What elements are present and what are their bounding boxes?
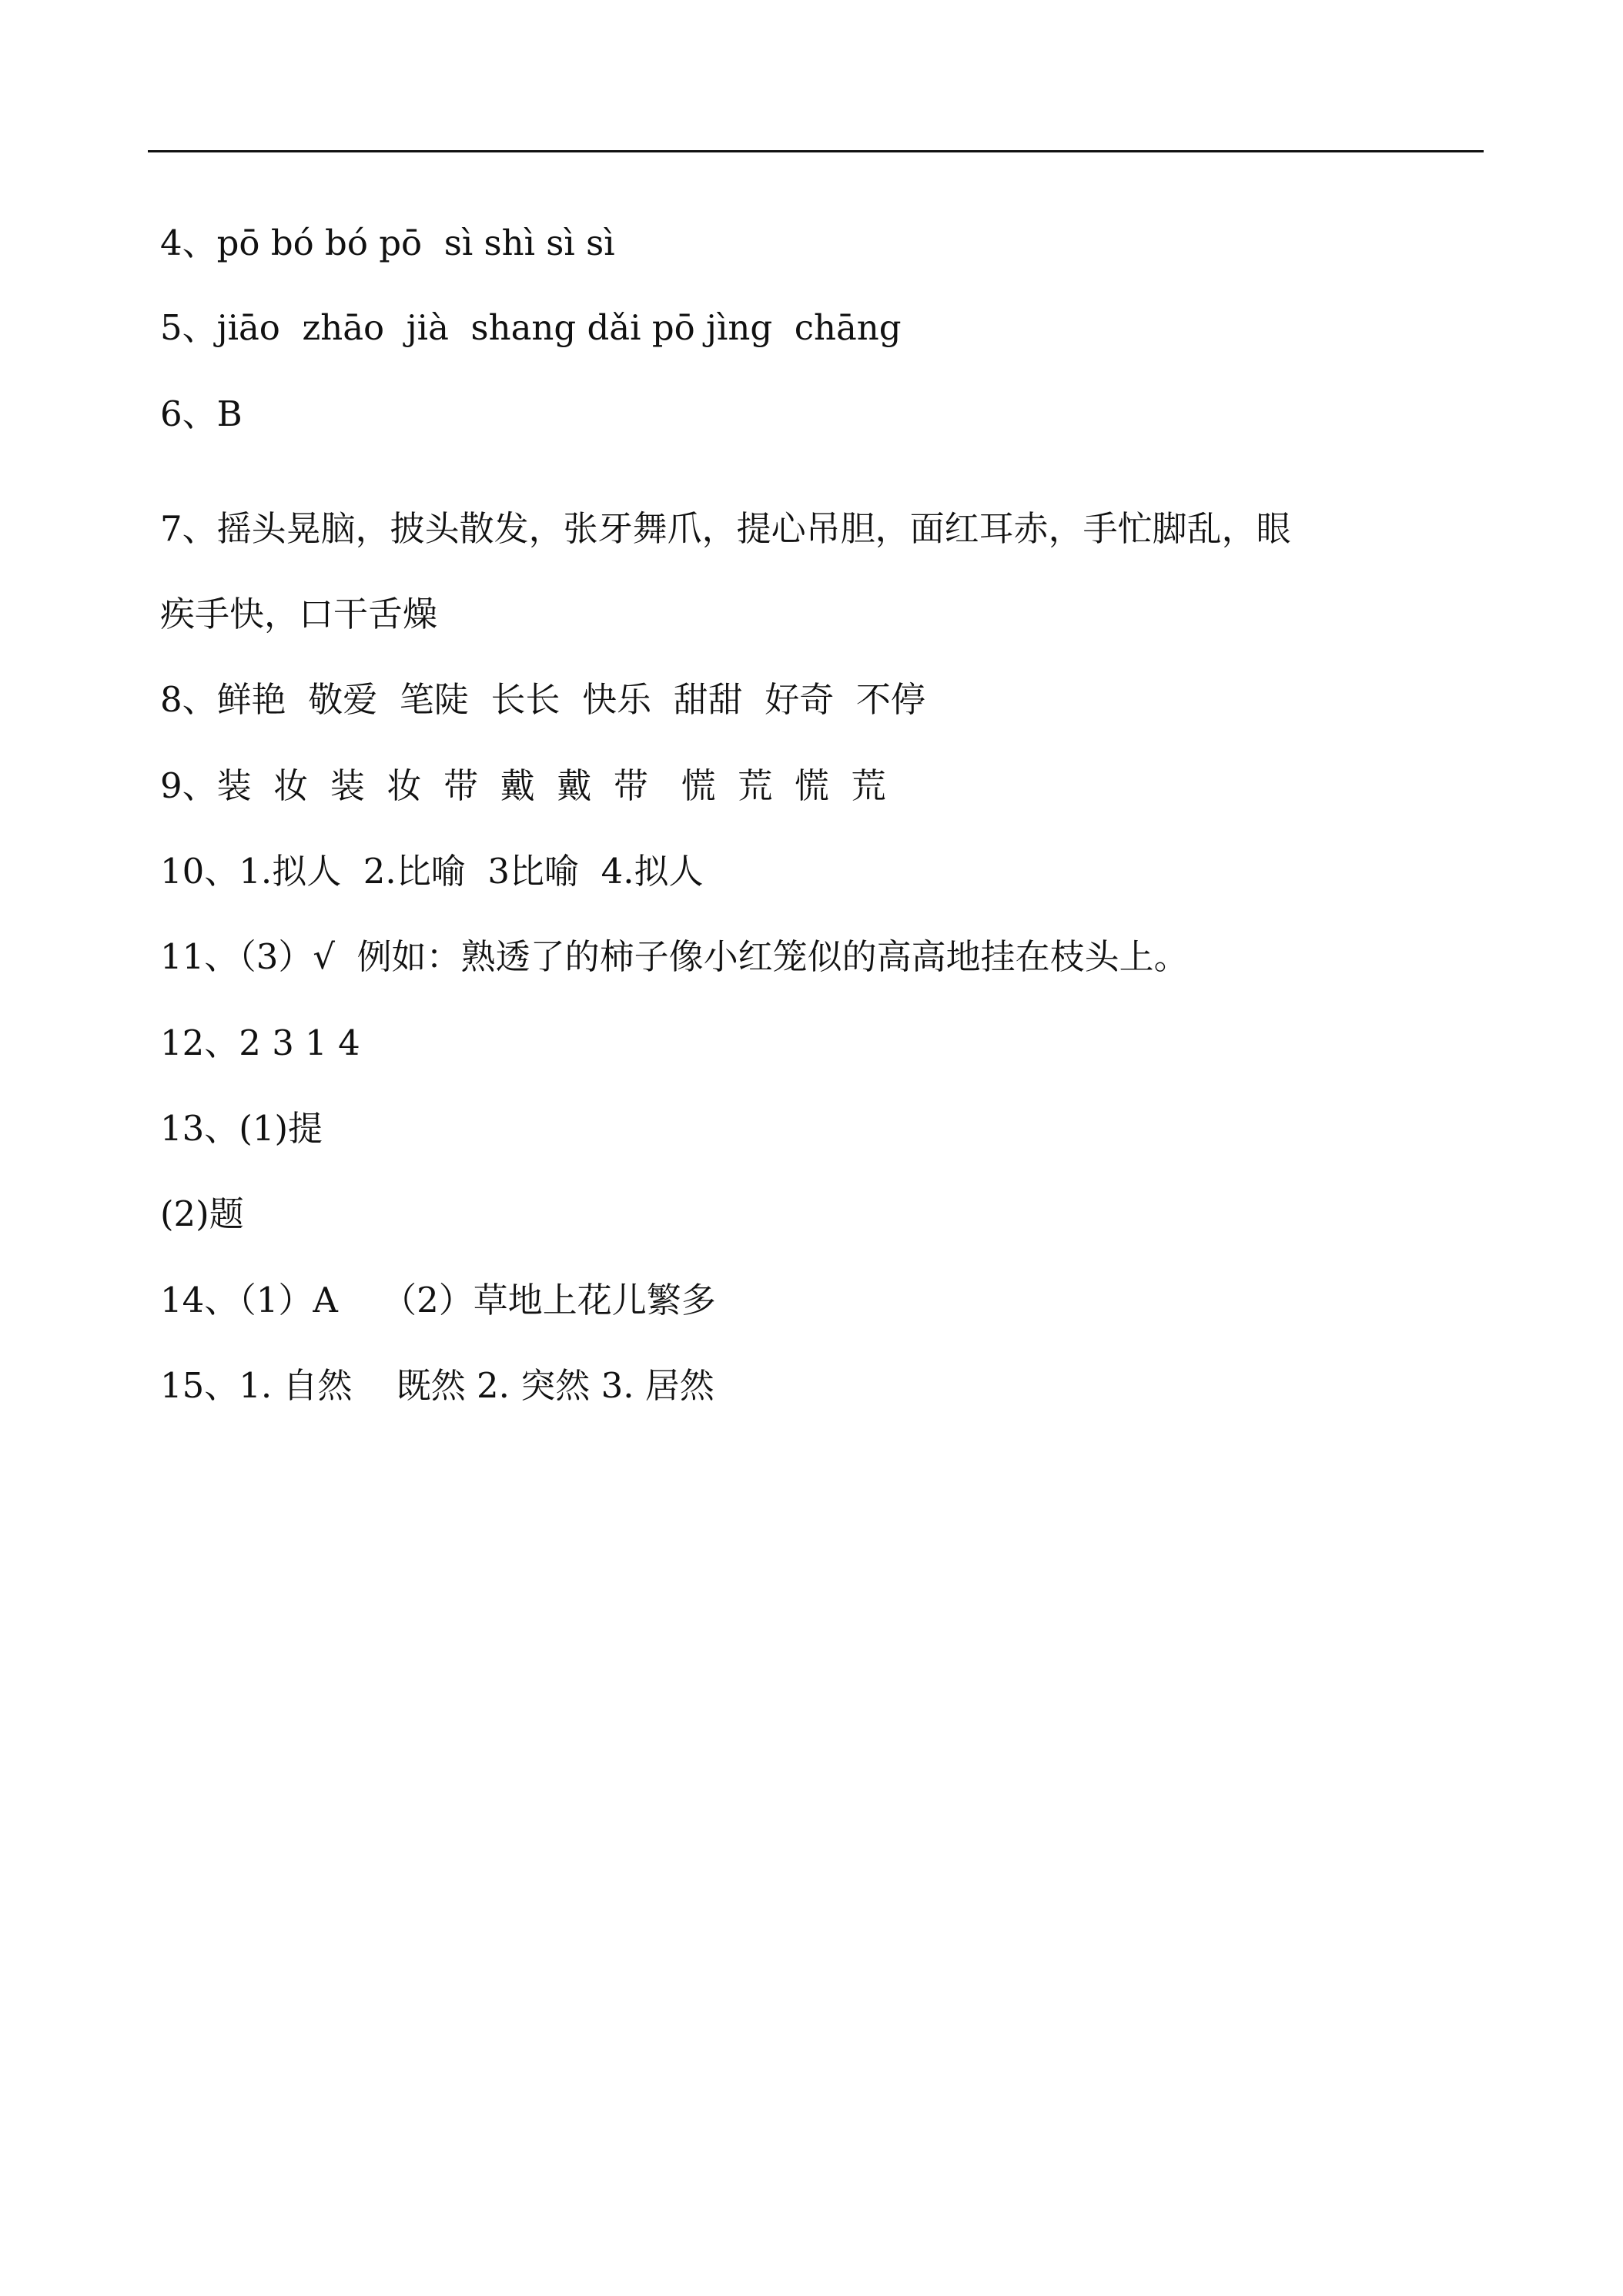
answer-6-line: 6、B xyxy=(160,393,243,434)
answer-5-line: 5、jiāo zhāo jià shang dǎi pō jìng chāng xyxy=(160,307,902,348)
answer-9-line: 9、装 妆 装 妆 带 戴 戴 带 慌 荒 慌 荒 xyxy=(160,765,886,806)
answer-4-line: 4、pō bó bó pō sì shì sì sì xyxy=(160,223,615,263)
answer-13-part-1-line: 13、(1)提 xyxy=(160,1108,323,1149)
answer-12-line: 12、2 3 1 4 xyxy=(160,1022,360,1063)
answer-8-line: 8、鲜艳 敬爱 笔陡 长长 快乐 甜甜 好奇 不停 xyxy=(160,679,925,720)
answer-11-line: 11、（3）√ 例如：熟透了的柿子像小红笼似的高高地挂在枝头上。 xyxy=(160,936,1189,977)
answer-14-line: 14、（1）A （2）草地上花儿繁多 xyxy=(160,1280,716,1320)
answer-10-line: 10、1.拟人 2.比喻 3比喻 4.拟人 xyxy=(160,851,704,892)
answer-7-continued-line: 疾手快，口干舌燥 xyxy=(160,594,438,634)
header-rule xyxy=(148,150,1484,152)
answer-13-part-2-line: (2)题 xyxy=(160,1193,244,1234)
answer-7-line: 7、摇头晃脑，披头散发，张牙舞爪，提心吊胆，面红耳赤，手忙脚乱，眼 xyxy=(160,508,1291,549)
answer-15-line: 15、1. 自然 既然 2. 突然 3. 居然 xyxy=(160,1365,714,1406)
